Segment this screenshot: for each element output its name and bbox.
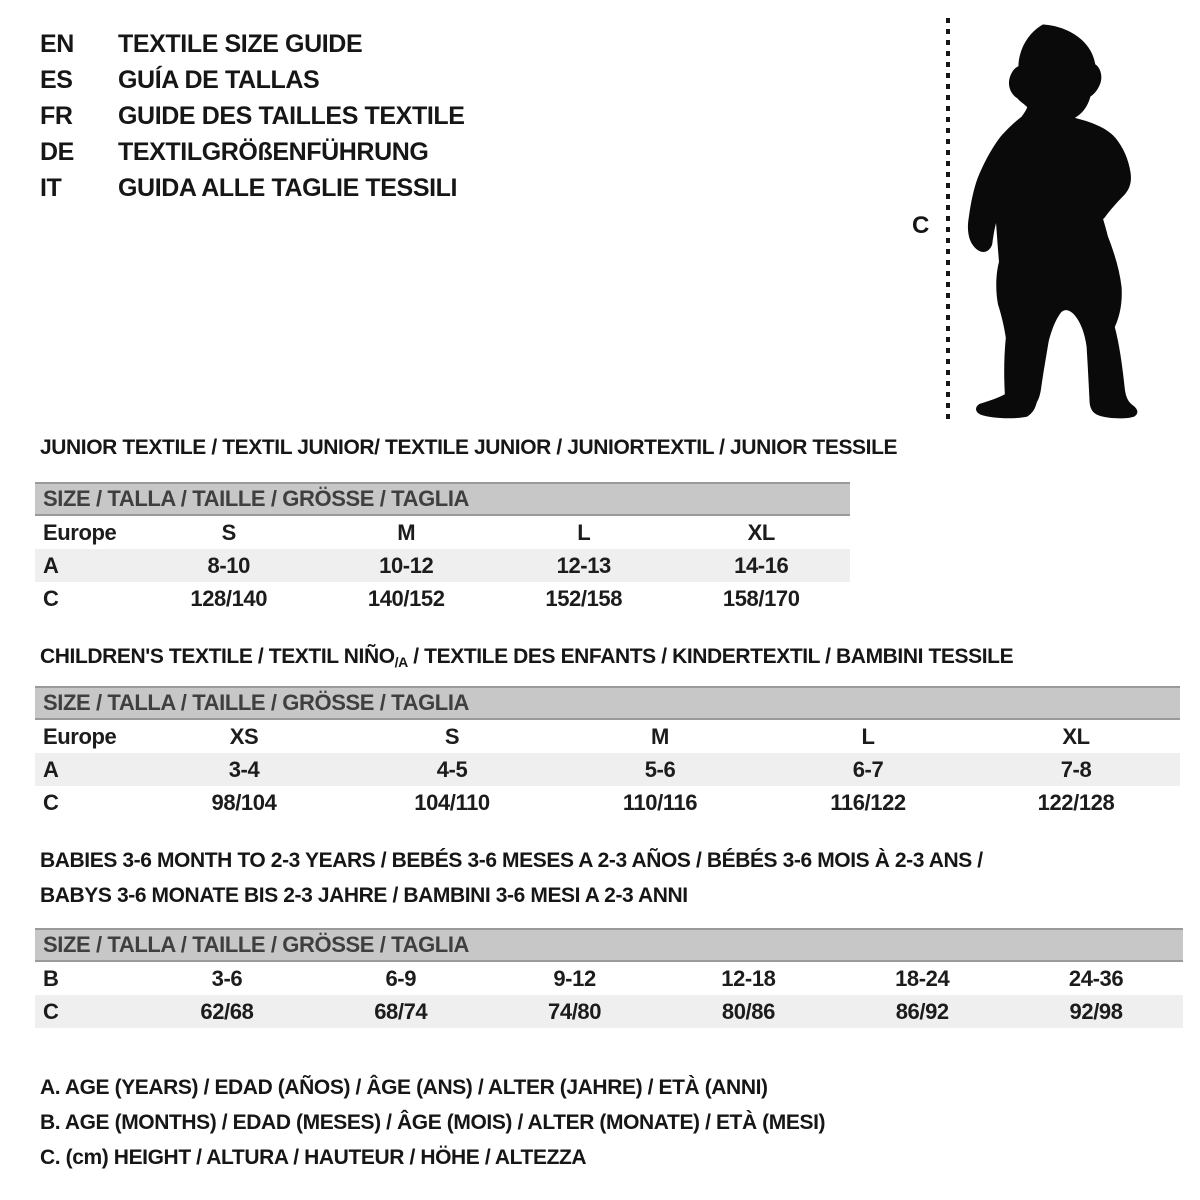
table-cell: 152/158 [545,585,623,611]
legend-line-c: C. (cm) HEIGHT / ALTURA / HAUTEUR / HÖHE / ALTEZZA [40,1146,587,1169]
children-section-title [40,645,1013,670]
junior-section-title: JUNIOR TEXTILE / TEXTIL JUNIOR/ TEXTILE JUNIOR / JUNIORTEXTIL / JUNIOR TESSILE [40,436,898,459]
language-code: IT [40,174,62,202]
table-header-row [35,687,1180,719]
table-cell: 116/122 [830,789,906,815]
table-row-age [35,753,1180,786]
table-header-row [35,483,850,515]
row-label: Europe [43,519,117,545]
table-cell: XL [747,519,775,545]
table-cell: 128/140 [190,585,268,611]
table-cell: 68/74 [314,995,488,1028]
table-cell: 12-13 [495,549,673,582]
legend-line-b: B. AGE (MONTHS) / EDAD (MESES) / ÂGE (MOIS) / ALTER (MONATE) / ETÀ (MESI) [40,1111,826,1134]
row-label: A [35,753,140,786]
language-row [40,134,465,170]
table-cell: 62/68 [140,995,314,1028]
language-row [40,170,465,206]
row-label: C [43,789,59,815]
row-label: C [35,995,140,1028]
table-cell: 6-7 [764,753,972,786]
table-cell: 6-9 [385,965,417,991]
table-cell: 14-16 [673,549,851,582]
table-cell: L [861,723,875,749]
table-row-height [35,582,850,615]
table-row-europe [35,719,1180,753]
table-cell: S [444,723,460,749]
size-table-header: SIZE / TALLA / TAILLE / GRÖSSE / TAGLIA [35,483,850,515]
table-cell: 3-4 [140,753,348,786]
language-row [40,62,465,98]
language-title: TEXTILE SIZE GUIDE [118,30,363,58]
language-title: GUÍA DE TALLAS [118,66,320,94]
row-label: A [35,549,140,582]
language-row [40,26,465,62]
language-title: TEXTILGRÖßENFÜHRUNG [118,138,429,166]
babies-size-table [35,928,1183,1028]
table-cell: 104/110 [414,789,490,815]
table-cell: 86/92 [835,995,1009,1028]
table-cell: 12-18 [721,965,776,991]
language-title: GUIDE DES TAILLES TEXTILE [118,102,465,130]
table-cell: 98/104 [211,789,277,815]
table-cell: M [397,519,416,545]
table-cell: 24-36 [1068,965,1124,991]
children-title-sub: /A [394,654,408,670]
table-row-height [35,786,1180,819]
size-table-header: SIZE / TALLA / TAILLE / GRÖSSE / TAGLIA [35,929,1183,961]
table-row-months [35,961,1183,995]
junior-size-table [35,482,850,615]
table-cell: 9-12 [553,965,596,991]
babies-section-title [40,843,983,913]
table-cell: XL [1062,723,1090,749]
height-measure-figure [912,14,1162,428]
table-row-europe [35,515,850,549]
babies-title-line1: BABIES 3-6 MONTH TO 2-3 YEARS / BEBÉS 3-6 MESES A 2-3 AÑOS / BÉBÉS 3-6 MOIS À 2-3 ANS / [40,849,983,872]
children-title-main: CHILDREN'S TEXTILE / TEXTIL NIÑO [40,645,395,668]
language-title-list [40,26,465,206]
table-cell: S [221,519,236,545]
children-title-rest: / TEXTILE DES ENFANTS / KINDERTEXTIL / BAMBINI TESSILE [407,645,1014,668]
legend-line-a: A. AGE (YEARS) / EDAD (AÑOS) / ÂGE (ANS) / ALTER (JAHRE) / ETÀ (ANNI) [40,1076,768,1099]
children-size-table [35,686,1180,819]
table-cell: M [651,723,669,749]
table-cell: 92/98 [1009,995,1183,1028]
table-cell: 18-24 [895,965,950,991]
row-label: Europe [43,723,117,749]
table-cell: 140/152 [367,585,445,611]
table-header-row [35,929,1183,961]
language-title: GUIDA ALLE TAGLIE TESSILI [118,174,458,202]
table-cell: 74/80 [488,995,662,1028]
table-cell: 122/128 [1037,789,1115,815]
row-label: B [43,965,59,991]
toddler-silhouette-icon [963,16,1143,426]
table-cell: 5-6 [556,753,764,786]
size-table-header: SIZE / TALLA / TAILLE / GRÖSSE / TAGLIA [35,687,1180,719]
table-row-age [35,549,850,582]
table-cell: 3-6 [211,965,243,991]
table-cell: 110/116 [622,789,698,815]
language-row [40,98,465,134]
language-code: DE [40,138,74,166]
table-cell: 80/86 [661,995,835,1028]
language-code: FR [40,102,73,130]
language-code: EN [40,30,74,58]
table-cell: 4-5 [348,753,556,786]
babies-title-line2: BABYS 3-6 MONATE BIS 2-3 JAHRE / BAMBINI 3-6 MESI A 2-3 ANNI [40,884,688,907]
table-row-height [35,995,1183,1028]
table-cell: 8-10 [140,549,318,582]
language-code: ES [40,66,73,94]
measure-c-label: C [912,212,929,239]
row-label: C [43,585,59,611]
legend [40,1070,825,1175]
table-cell: 10-12 [318,549,496,582]
table-cell: 158/170 [722,585,800,611]
table-cell: 7-8 [972,753,1180,786]
table-cell: XS [229,723,259,749]
table-cell: L [577,519,591,545]
height-measure-dashed-line [946,18,950,420]
